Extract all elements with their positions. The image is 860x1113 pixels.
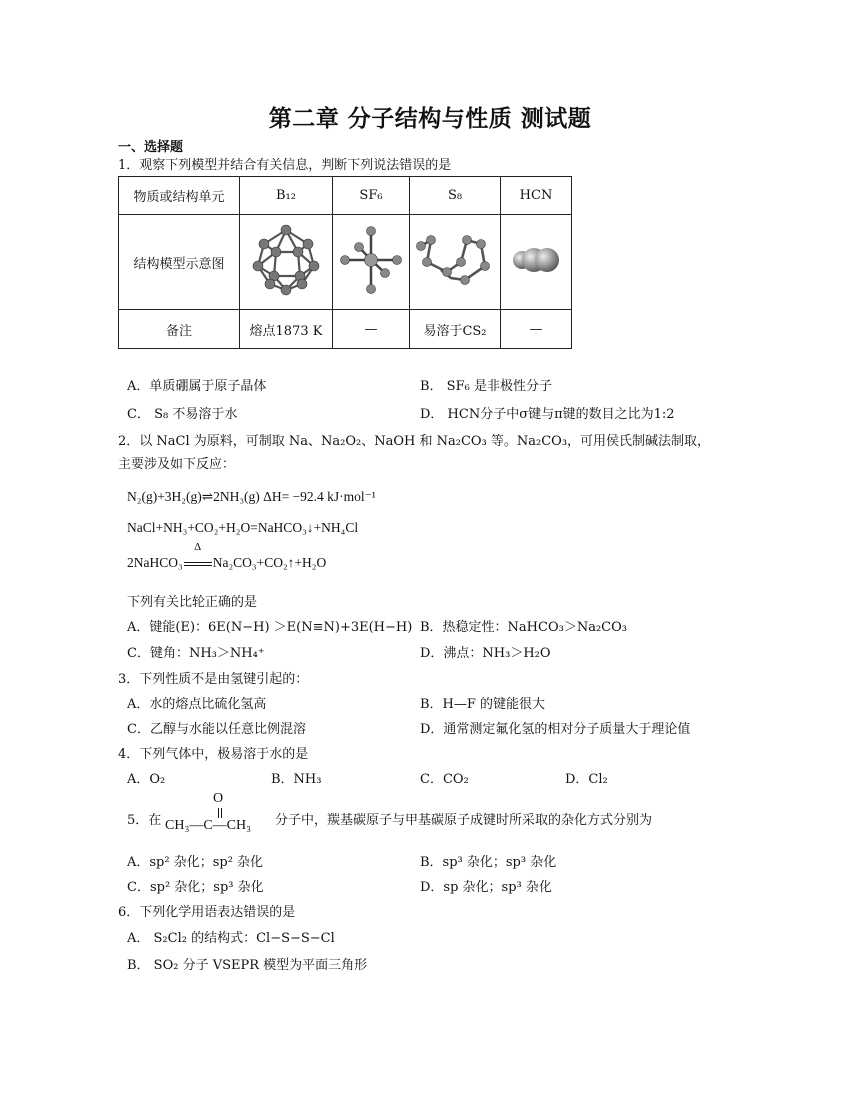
- col-sf6: SF₆: [333, 177, 410, 215]
- note-b12: 熔点1873 K: [240, 310, 333, 349]
- section-heading: 一、选择题: [118, 140, 184, 155]
- q2-equation-1: N₂(g)+3H₂(g)⇌2NH₃(g) ΔH= −92.4 kJ·mol⁻¹: [127, 489, 376, 504]
- q2-option-d: D．沸点：NH₃＞H₂O: [420, 646, 551, 661]
- formula-oxygen: O: [213, 791, 224, 806]
- q1-option-d: D． HCN分子中σ键与π键的数目之比为1:2: [420, 407, 675, 422]
- col-b12: B₁₂: [240, 177, 333, 215]
- acetone-formula: [165, 791, 275, 839]
- q1-stem: 1．观察下列模型并结合有关信息，判断下列说法错误的是: [118, 158, 452, 173]
- q3-option-d: D．通常测定氟化氢的相对分子质量大于理论值: [420, 722, 691, 737]
- col-hcn: HCN: [501, 177, 572, 215]
- q4-option-c: C．CO₂: [420, 772, 469, 787]
- q4-option-d: D．Cl₂: [565, 772, 608, 787]
- q2-option-b: B．热稳定性：NaHCO₃＞Na₂CO₃: [420, 620, 627, 635]
- q3-option-c: C．乙醇与水能以任意比例混溶: [127, 722, 306, 737]
- note-sf6: —: [333, 310, 410, 349]
- q1-table: [118, 176, 572, 349]
- q1-option-b: B． SF₆ 是非极性分子: [420, 379, 552, 394]
- formula-chain: CH₃—C—CH₃: [165, 818, 251, 833]
- eq3-left: 2NaHCO₃: [127, 555, 183, 570]
- delta-symbol: Δ: [194, 541, 202, 553]
- q2-equation-3: [127, 541, 327, 571]
- q2-stem-line2: 主要涉及如下反应：: [118, 457, 236, 472]
- q4-option-a: A．O₂: [127, 772, 166, 787]
- row-note-label: 备注: [119, 310, 240, 349]
- q5-option-a: A．sp² 杂化；sp² 杂化: [127, 855, 264, 870]
- eq3-right: Na₂CO₃+CO₂↑+H₂O: [212, 555, 327, 570]
- q3-option-a: A．水的熔点比硫化氢高: [127, 697, 267, 712]
- q5-stem-pre: 5．在: [127, 813, 162, 828]
- note-s8: 易溶于CS₂: [410, 310, 501, 349]
- double-bond-left: [218, 808, 219, 818]
- row-model-label: 结构模型示意图: [119, 215, 240, 310]
- double-bond-right: [221, 808, 222, 818]
- q5-option-c: C．sp² 杂化；sp³ 杂化: [127, 880, 264, 895]
- q2-equation-2: NaCl+NH₃+CO₂+H₂O=NaHCO₃↓+NH₄Cl: [127, 520, 359, 535]
- hcn-model-image: [501, 215, 572, 310]
- q5-stem-post: 分子中，羰基碳原子与甲基碳原子成键时所采取的杂化方式分别为: [275, 813, 653, 828]
- note-hcn: —: [501, 310, 572, 349]
- q4-option-b: B．NH₃: [271, 772, 322, 787]
- s8-model-image: [410, 215, 501, 310]
- q2-option-c: C．键角：NH₃＞NH₄⁺: [127, 646, 265, 661]
- q2-stem-line1: 2．以 NaCl 为原料，可制取 Na、Na₂O₂、NaOH 和 Na₂CO₃ 等。Na₂CO₃，可用侯氏制碱法制取，: [118, 434, 711, 449]
- q1-option-c: C． S₈ 不易溶于水: [127, 407, 238, 422]
- q6-stem: 6．下列化学用语表达错误的是: [118, 905, 296, 920]
- table-header-label: 物质或结构单元: [119, 177, 240, 215]
- q5-option-b: B．sp³ 杂化；sp³ 杂化: [420, 855, 557, 870]
- sf6-model-image: [333, 215, 410, 310]
- q2-ask: 下列有关比轮正确的是: [127, 595, 258, 610]
- q6-option-a: A． S₂Cl₂ 的结构式：Cl−S−S−Cl: [127, 931, 335, 946]
- q4-stem: 4．下列气体中，极易溶于水的是: [118, 747, 309, 762]
- q2-option-a: A．键能(E)：6E(N−H) ＞E(N≡N)+3E(H−H): [127, 620, 413, 635]
- heat-arrow: [183, 541, 213, 571]
- double-bar: [184, 562, 212, 566]
- q1-option-a: A．单质硼属于原子晶体: [127, 379, 267, 394]
- col-s8: S₈: [410, 177, 501, 215]
- q6-option-b: B． SO₂ 分子 VSEPR 模型为平面三角形: [127, 958, 368, 973]
- page-title: 第二章 分子结构与性质 测试题: [268, 105, 592, 132]
- q3-stem: 3．下列性质不是由氢键引起的：: [118, 672, 309, 687]
- q3-option-b: B．H—F 的键能很大: [420, 697, 546, 712]
- b12-model-image: [240, 215, 333, 310]
- q5-option-d: D．sp 杂化；sp³ 杂化: [420, 880, 552, 895]
